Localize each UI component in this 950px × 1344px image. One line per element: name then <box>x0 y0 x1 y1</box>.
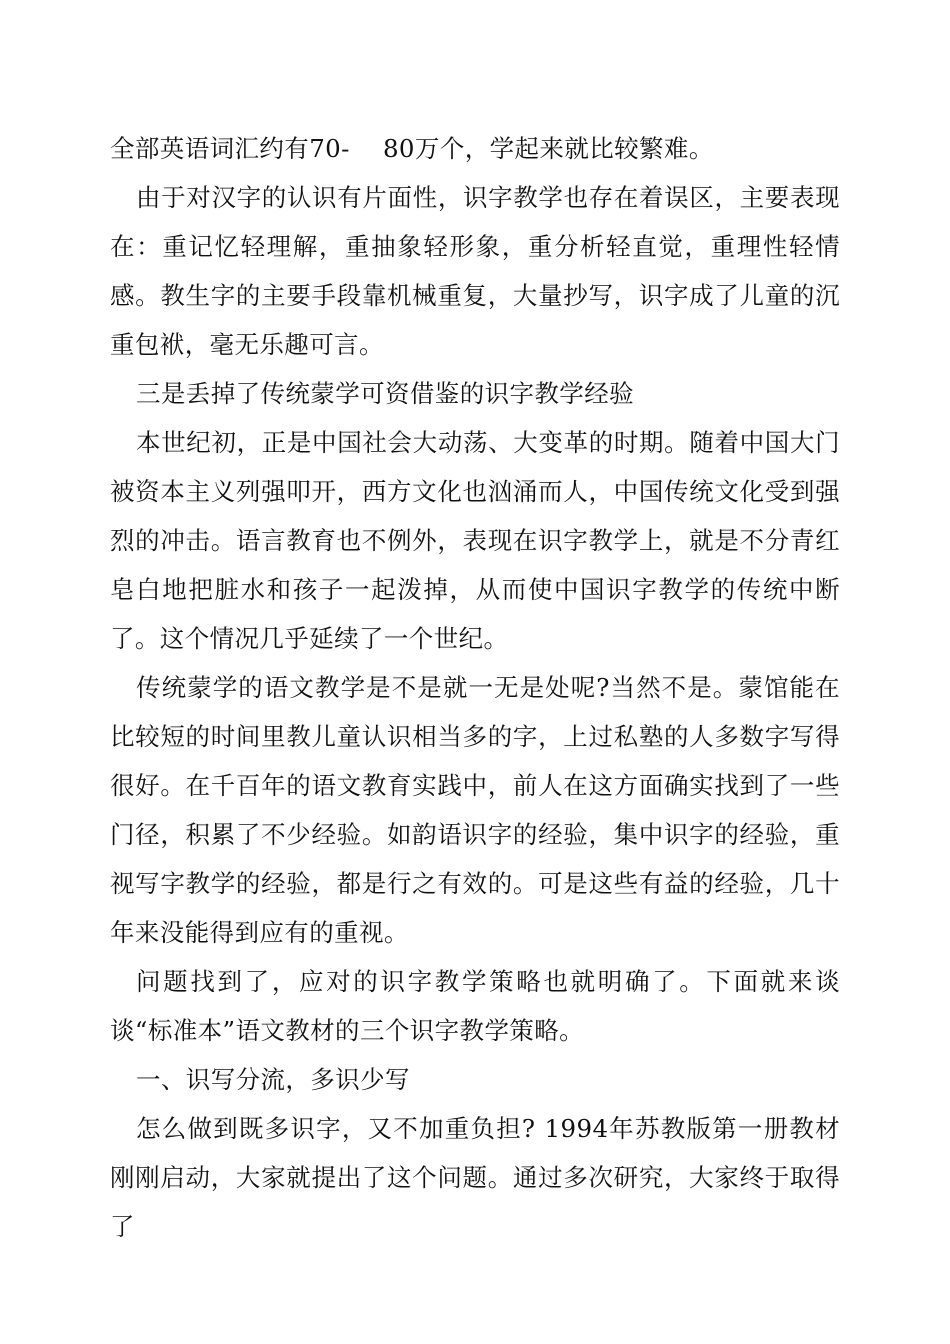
paragraph-3-heading: 三是丢掉了传统蒙学可资借鉴的识字教学经验 <box>136 379 634 408</box>
document-body <box>110 124 840 1251</box>
paragraph-2: 由于对汉字的认识有片面性，识字教学也存在着误区，主要表现在：重记忆轻理解，重抽象轻形象，重分析轻直觉，重理性轻情感。教生字的主要手段靠机械重复，大量抄写，识字成了儿童的沉重包袱，毫无乐趣可言。 <box>110 183 840 359</box>
paragraph-7-heading: 一、识写分流，多识少写 <box>136 1065 410 1094</box>
paragraph-5: 传统蒙学的语文教学是不是就一无是处呢?当然不是。蒙馆能在比较短的时间里教儿童认识相当多的字，上过私塾的人多数字写得很好。在千百年的语文教育实践中，前人在这方面确实找到了一些门径，积累了不少经验。如韵语识字的经验，集中识字的经验，重视写字教学的经验，都是行之有效的。可是这些有益的经验，几十年来没能得到应有的重视。 <box>110 673 840 947</box>
paragraph-8: 怎么做到既多识字，又不加重负担? 1994年苏教版第一册教材刚刚启动，大家就提出了这个问题。通过多次研究，大家终于取得了 <box>110 1114 840 1241</box>
paragraph-1: 全部英语词汇约有70- 80万个，学起来就比较繁难。 <box>110 134 714 163</box>
paragraph-4: 本世纪初，正是中国社会大动荡、大变革的时期。随着中国大门被资本主义列强叩开，西方文化也汹涌而人，中国传统文化受到强烈的冲击。语言教育也不例外，表现在识字教学上，就是不分青红皂白地把脏水和孩子一起泼掉，从而使中国识字教学的传统中断了。这个情况几乎延续了一个世纪。 <box>110 428 840 653</box>
paragraph-6: 问题找到了，应对的识字教学策略也就明确了。下面就来谈谈“标准本”语文教材的三个识字教学策略。 <box>110 967 840 1045</box>
